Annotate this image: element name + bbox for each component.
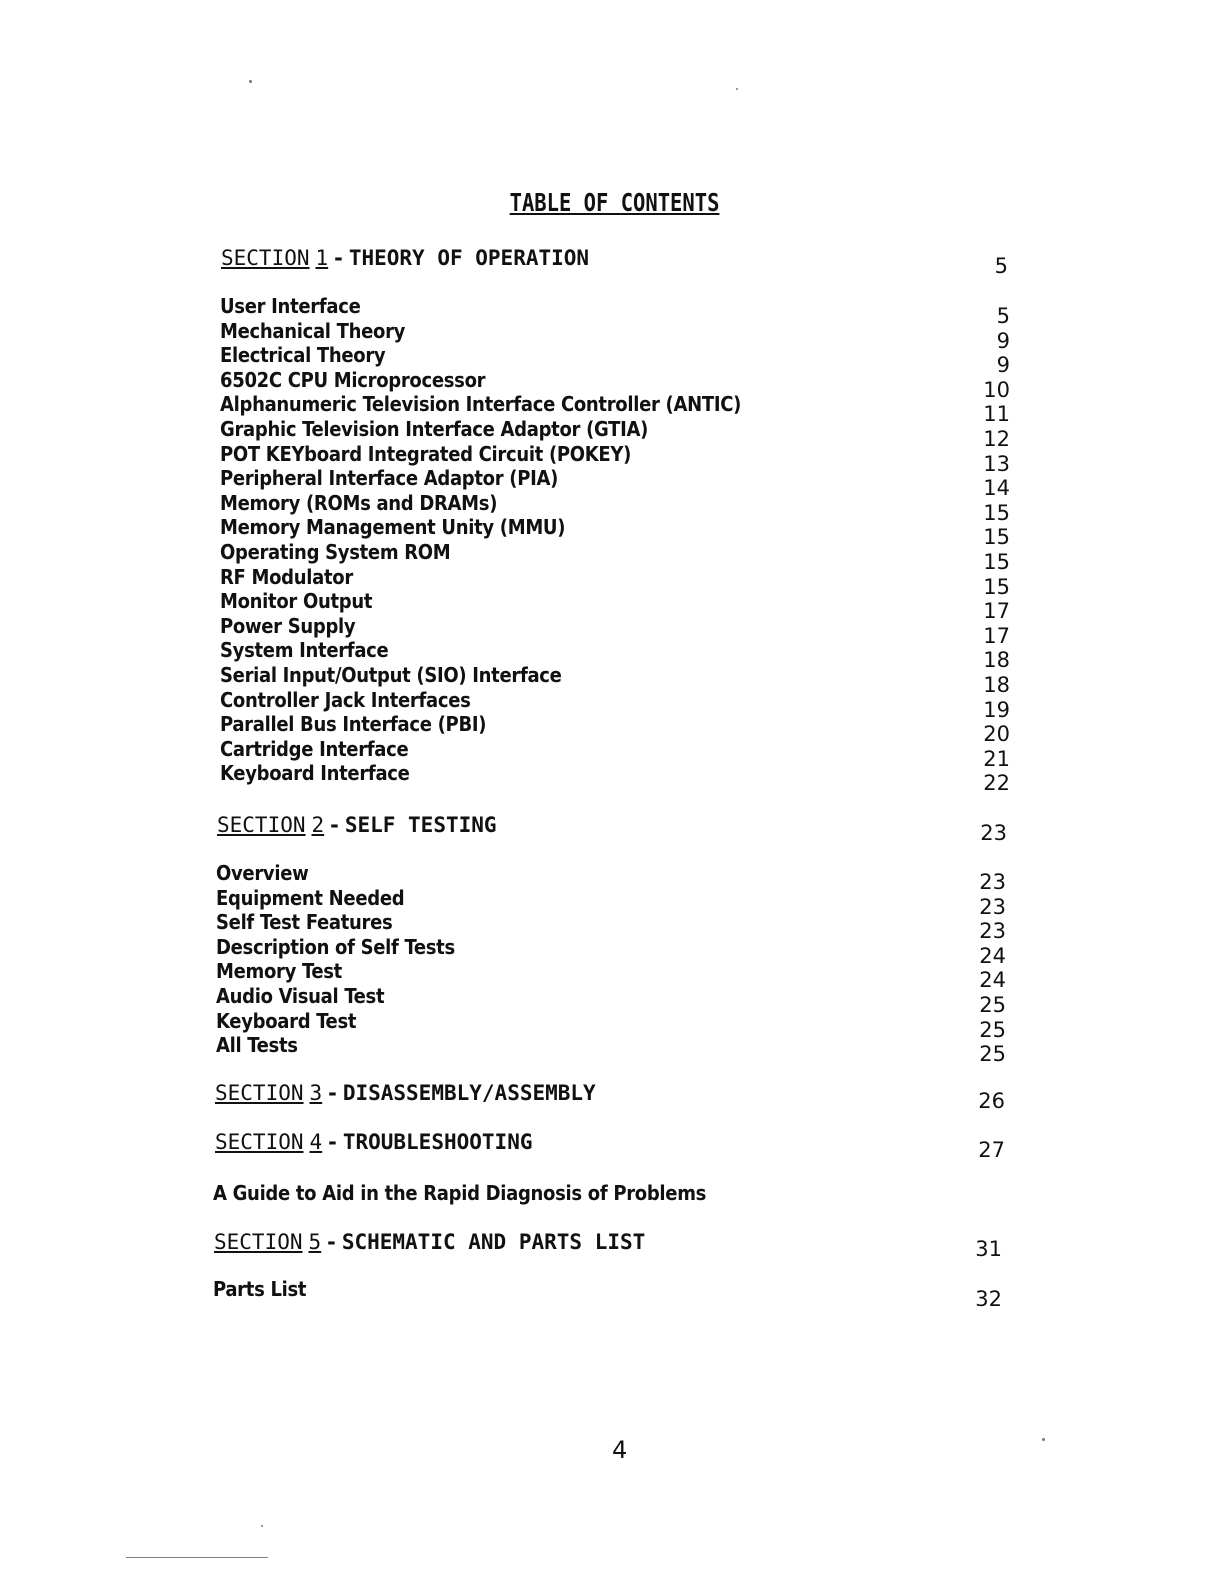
list-item-page: 9	[996, 353, 1010, 378]
section-label: SECTION	[214, 1230, 303, 1254]
page-title: TABLE OF CONTENTS	[509, 188, 720, 217]
list-item-page: 19	[983, 697, 1010, 722]
list-item: Operating System ROM	[220, 539, 451, 564]
section-5-entries	[213, 1277, 306, 1302]
list-item: Mechanical Theory	[220, 318, 406, 343]
list-item: Parallel Bus Interface (PBI)	[220, 712, 487, 737]
list-item: System Interface	[220, 638, 389, 663]
list-item-page: 5	[996, 304, 1010, 328]
list-item: Serial Input/Output (SIO) Interface	[220, 662, 562, 687]
list-item-page: 17	[983, 623, 1010, 648]
section-number: 1	[315, 246, 329, 270]
section-1-page: 5	[994, 254, 1008, 278]
list-item: POT KEYboard Integrated Circuit (POKEY)	[220, 441, 632, 466]
section-4-heading: SECTION 4 - TROUBLESHOOTING	[215, 1130, 533, 1154]
list-item-page: 11	[983, 402, 1010, 427]
section-4-page: 27	[978, 1138, 1005, 1162]
list-item-page: 25	[979, 992, 1006, 1017]
section-number: 3	[309, 1081, 323, 1105]
list-item: Description of Self Tests	[216, 934, 455, 959]
list-item-page: 23	[979, 919, 1006, 944]
list-item-page: 24	[979, 968, 1006, 993]
section-number: 5	[308, 1230, 322, 1254]
list-item: RF Modulator	[220, 564, 353, 589]
list-item-page: 17	[983, 599, 1010, 624]
scan-speck	[1042, 1438, 1045, 1441]
list-item: Overview	[216, 861, 309, 885]
list-item: Monitor Output	[220, 589, 373, 614]
scan-artifact-line	[126, 1557, 268, 1558]
list-item-page: 20	[983, 722, 1010, 747]
list-item-page: 25	[979, 1042, 1006, 1067]
list-item-page: 14	[983, 476, 1010, 501]
list-item: Electrical Theory	[220, 343, 386, 368]
section-1-pages	[980, 304, 1010, 796]
section-5-heading: SECTION 5 - SCHEMATIC AND PARTS LIST	[214, 1230, 646, 1254]
list-item: Keyboard Test	[216, 1008, 357, 1033]
section-label: SECTION	[215, 1081, 304, 1105]
section-title: SCHEMATIC AND PARTS LIST	[341, 1230, 646, 1254]
section-label: SECTION	[221, 246, 310, 270]
list-item: A Guide to Aid in the Rapid Diagnosis of Problems	[213, 1181, 707, 1205]
list-item-page: 9	[996, 328, 1010, 353]
list-item: Graphic Television Interface Adaptor (GTIA)	[220, 416, 649, 441]
list-item: Audio Visual Test	[216, 983, 385, 1008]
list-item: Cartridge Interface	[220, 736, 409, 761]
list-item-page: 18	[983, 648, 1010, 673]
section-5-page: 31	[975, 1237, 1002, 1261]
section-1-entries	[220, 294, 741, 786]
scan-speck	[736, 88, 738, 90]
section-3-heading: SECTION 3 - DISASSEMBLY/ASSEMBLY	[215, 1081, 596, 1105]
list-item-page: 32	[975, 1287, 1002, 1311]
list-item-page: 24	[979, 943, 1006, 968]
list-item: Controller Jack Interfaces	[220, 687, 471, 712]
list-item-page: 25	[979, 1017, 1006, 1042]
list-item: Peripheral Interface Adaptor (PIA)	[220, 466, 559, 491]
list-item-page: 13	[983, 451, 1010, 476]
section-2-entries	[216, 861, 455, 1058]
section-3-page: 26	[978, 1089, 1005, 1113]
list-item-page: 15	[983, 525, 1010, 550]
list-item-page: 22	[983, 771, 1010, 796]
list-item: Alphanumeric Television Interface Controller (ANTIC)	[220, 392, 742, 417]
list-item-page: 21	[983, 746, 1010, 771]
section-label: SECTION	[217, 813, 306, 837]
list-item: User Interface	[220, 294, 361, 318]
section-title: TROUBLESHOOTING	[342, 1130, 533, 1154]
list-item: Power Supply	[220, 613, 356, 638]
list-item-page: 15	[983, 549, 1010, 574]
list-item: 6502C CPU Microprocessor	[220, 367, 486, 392]
list-item: Self Test Features	[216, 910, 393, 935]
list-item-page: 23	[979, 894, 1006, 919]
section-2-pages	[976, 870, 1006, 1067]
page-number: 4	[612, 1436, 628, 1464]
list-item: All Tests	[216, 1033, 298, 1058]
section-label: SECTION	[215, 1130, 304, 1154]
list-item: Parts List	[213, 1277, 307, 1301]
section-2-heading: SECTION 2 - SELF TESTING	[217, 813, 497, 837]
list-item-page: 15	[983, 500, 1010, 525]
section-number: 4	[309, 1130, 323, 1154]
list-item: Keyboard Interface	[220, 761, 410, 786]
list-item-page: 18	[983, 672, 1010, 697]
scan-speck	[261, 1525, 263, 1527]
list-item-page: 10	[983, 377, 1010, 402]
section-2-page: 23	[980, 821, 1007, 845]
list-item: Memory Management Unity (MMU)	[220, 515, 566, 540]
list-item-page: 23	[979, 870, 1006, 894]
list-item-page: 15	[983, 574, 1010, 599]
section-title: THEORY OF OPERATION	[348, 246, 590, 270]
list-item: Memory (ROMs and DRAMs)	[220, 490, 498, 515]
list-item: Equipment Needed	[216, 885, 405, 910]
section-number: 2	[311, 813, 325, 837]
section-title: SELF TESTING	[344, 813, 497, 837]
section-4-entries	[213, 1181, 706, 1206]
list-item: Memory Test	[216, 959, 342, 984]
section-title: DISASSEMBLY/ASSEMBLY	[342, 1081, 596, 1105]
list-item-page: 12	[983, 426, 1010, 451]
section-1-heading: SECTION 1 - THEORY OF OPERATION	[221, 246, 590, 270]
scan-speck	[249, 80, 252, 83]
